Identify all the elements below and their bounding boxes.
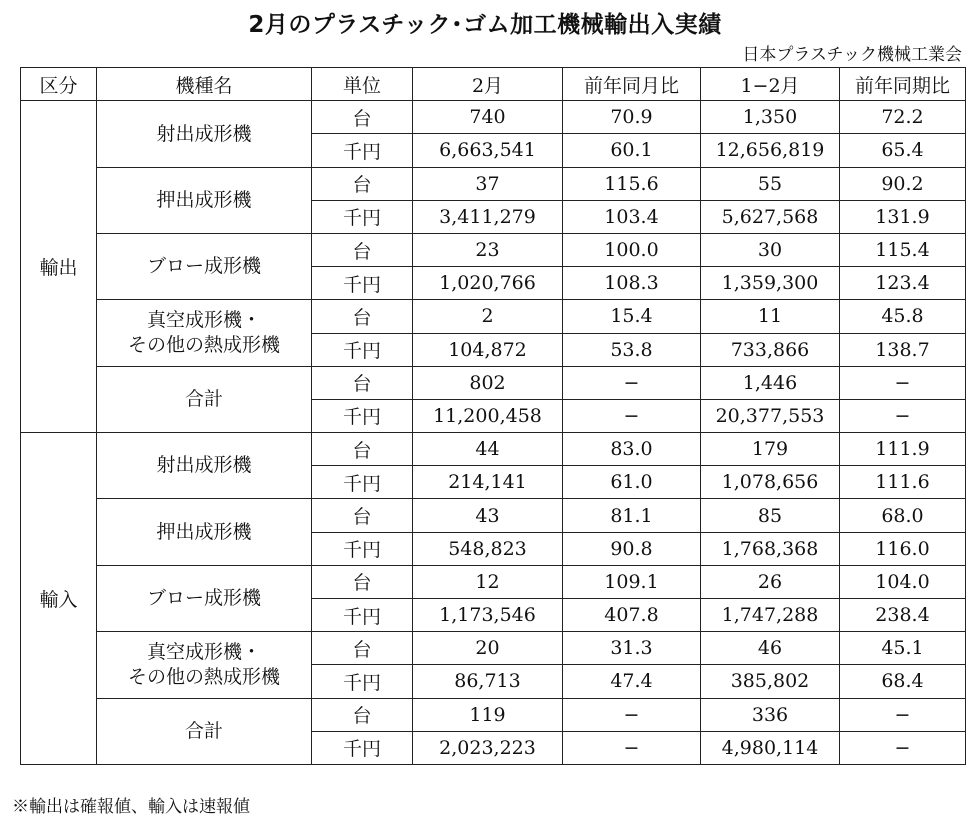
- table-row: [21, 233, 966, 266]
- month-value-cell: 6,663,541: [413, 134, 563, 167]
- period-ratio-cell: −: [840, 399, 966, 432]
- unit-cell: 台: [312, 101, 413, 134]
- unit-cell: 台: [312, 632, 413, 665]
- header-month: 2月: [413, 68, 563, 101]
- unit-cell: 台: [312, 233, 413, 266]
- month-value-cell: 2: [413, 300, 563, 333]
- period-ratio-cell: 111.6: [840, 466, 966, 499]
- unit-cell: 台: [312, 433, 413, 466]
- period-value-cell: 46: [701, 632, 840, 665]
- month-ratio-cell: −: [563, 731, 701, 764]
- machine-name: [97, 233, 312, 299]
- month-ratio-cell: 31.3: [563, 632, 701, 665]
- month-value-cell: 802: [413, 366, 563, 399]
- unit-cell: 台: [312, 366, 413, 399]
- month-ratio-cell: 108.3: [563, 267, 701, 300]
- machine-name: [97, 366, 312, 432]
- table-row: [21, 167, 966, 200]
- period-value-cell: 26: [701, 565, 840, 598]
- month-value-cell: 214,141: [413, 466, 563, 499]
- month-value-cell: 86,713: [413, 665, 563, 698]
- period-ratio-cell: 111.9: [840, 433, 966, 466]
- organization-name: 日本プラスチック機械工業会: [742, 45, 962, 65]
- machine-name-line: 合計: [184, 719, 223, 742]
- machine-name-line: 合計: [184, 388, 223, 411]
- period-ratio-cell: 138.7: [840, 333, 966, 366]
- machine-name-line: 押出成形機: [156, 188, 252, 211]
- period-value-cell: 20,377,553: [701, 399, 840, 432]
- period-ratio-cell: −: [840, 698, 966, 731]
- month-ratio-cell: 47.4: [563, 665, 701, 698]
- machine-name-line: その他の熱成形機: [127, 334, 280, 356]
- machine-name: [97, 300, 312, 366]
- month-ratio-cell: 53.8: [563, 333, 701, 366]
- month-ratio-cell: 90.8: [563, 532, 701, 565]
- period-value-cell: 11: [701, 300, 840, 333]
- month-value-cell: 20: [413, 632, 563, 665]
- period-ratio-cell: −: [840, 366, 966, 399]
- period-value-cell: 12,656,819: [701, 134, 840, 167]
- machine-name-line: ブロー成形機: [146, 587, 261, 610]
- period-ratio-cell: 65.4: [840, 134, 966, 167]
- section-label: 輸出: [21, 101, 97, 433]
- month-value-cell: 1,173,546: [413, 599, 563, 632]
- month-value-cell: 43: [413, 499, 563, 532]
- machine-name-line: ブロー成形機: [146, 255, 261, 278]
- unit-cell: 台: [312, 167, 413, 200]
- unit-cell: 千円: [312, 731, 413, 764]
- month-value-cell: 104,872: [413, 333, 563, 366]
- footnote: ※輸出は確報値、輸入は速報値: [12, 797, 250, 817]
- header-category: 区分: [21, 68, 97, 101]
- period-value-cell: 1,747,288: [701, 599, 840, 632]
- period-ratio-cell: 45.8: [840, 300, 966, 333]
- period-value-cell: 1,359,300: [701, 267, 840, 300]
- month-ratio-cell: −: [563, 399, 701, 432]
- page-title: 2月のプラスチック･ゴム加工機械輸出入実績: [248, 12, 722, 38]
- machine-name-line: 押出成形機: [156, 520, 252, 543]
- unit-cell: 台: [312, 565, 413, 598]
- period-value-cell: 5,627,568: [701, 200, 840, 233]
- table-row: [21, 366, 966, 399]
- month-ratio-cell: 81.1: [563, 499, 701, 532]
- machine-name: [97, 632, 312, 698]
- machine-name-line: 真空成形機・: [146, 309, 261, 332]
- period-ratio-cell: 104.0: [840, 565, 966, 598]
- period-ratio-cell: 68.0: [840, 499, 966, 532]
- period-value-cell: 30: [701, 233, 840, 266]
- month-ratio-cell: 115.6: [563, 167, 701, 200]
- month-ratio-cell: 407.8: [563, 599, 701, 632]
- month-value-cell: 740: [413, 101, 563, 134]
- unit-cell: 台: [312, 499, 413, 532]
- month-ratio-cell: 60.1: [563, 134, 701, 167]
- unit-cell: 台: [312, 300, 413, 333]
- period-value-cell: 336: [701, 698, 840, 731]
- period-ratio-cell: 45.1: [840, 632, 966, 665]
- unit-cell: 千円: [312, 466, 413, 499]
- machine-name: [97, 499, 312, 565]
- header-row: [21, 68, 966, 101]
- unit-cell: 千円: [312, 134, 413, 167]
- period-value-cell: 55: [701, 167, 840, 200]
- machine-name-line: 射出成形機: [156, 454, 252, 477]
- month-ratio-cell: 103.4: [563, 200, 701, 233]
- month-value-cell: 3,411,279: [413, 200, 563, 233]
- period-ratio-cell: 123.4: [840, 267, 966, 300]
- machine-name: [97, 167, 312, 233]
- month-value-cell: 2,023,223: [413, 731, 563, 764]
- month-ratio-cell: −: [563, 698, 701, 731]
- period-value-cell: 385,802: [701, 665, 840, 698]
- month-ratio-cell: −: [563, 366, 701, 399]
- month-value-cell: 1,020,766: [413, 267, 563, 300]
- month-ratio-cell: 61.0: [563, 466, 701, 499]
- section-label: 輸入: [21, 433, 97, 765]
- unit-cell: 千円: [312, 200, 413, 233]
- machine-name: [97, 565, 312, 631]
- unit-cell: 千円: [312, 333, 413, 366]
- trade-table: [20, 67, 966, 765]
- month-ratio-cell: 83.0: [563, 433, 701, 466]
- header-unit: 単位: [312, 68, 413, 101]
- table-row: [21, 499, 966, 532]
- period-value-cell: 1,350: [701, 101, 840, 134]
- table-row: [21, 632, 966, 665]
- month-value-cell: 37: [413, 167, 563, 200]
- machine-name-line: 真空成形機・: [146, 641, 261, 664]
- period-value-cell: 1,078,656: [701, 466, 840, 499]
- unit-cell: 千円: [312, 399, 413, 432]
- header-period: 1−2月: [701, 68, 840, 101]
- header-machine: 機種名: [97, 68, 312, 101]
- period-ratio-cell: 72.2: [840, 101, 966, 134]
- unit-cell: 千円: [312, 665, 413, 698]
- period-value-cell: 4,980,114: [701, 731, 840, 764]
- period-ratio-cell: −: [840, 731, 966, 764]
- period-ratio-cell: 90.2: [840, 167, 966, 200]
- table-row: [21, 565, 966, 598]
- month-value-cell: 23: [413, 233, 563, 266]
- period-value-cell: 179: [701, 433, 840, 466]
- month-ratio-cell: 15.4: [563, 300, 701, 333]
- period-value-cell: 733,866: [701, 333, 840, 366]
- machine-name: [97, 101, 312, 167]
- period-value-cell: 85: [701, 499, 840, 532]
- period-value-cell: 1,768,368: [701, 532, 840, 565]
- table-row: [21, 300, 966, 333]
- month-ratio-cell: 100.0: [563, 233, 701, 266]
- month-ratio-cell: 109.1: [563, 565, 701, 598]
- period-value-cell: 1,446: [701, 366, 840, 399]
- period-ratio-cell: 116.0: [840, 532, 966, 565]
- month-value-cell: 44: [413, 433, 563, 466]
- unit-cell: 千円: [312, 599, 413, 632]
- table-row: [21, 433, 966, 466]
- month-ratio-cell: 70.9: [563, 101, 701, 134]
- header-period-ratio: 前年同期比: [840, 68, 966, 101]
- month-value-cell: 12: [413, 565, 563, 598]
- machine-name: [97, 698, 312, 764]
- unit-cell: 千円: [312, 267, 413, 300]
- month-value-cell: 11,200,458: [413, 399, 563, 432]
- period-ratio-cell: 68.4: [840, 665, 966, 698]
- machine-name-line: 射出成形機: [156, 122, 252, 145]
- machine-name: [97, 433, 312, 499]
- unit-cell: 千円: [312, 532, 413, 565]
- month-value-cell: 548,823: [413, 532, 563, 565]
- table-row: [21, 101, 966, 134]
- month-value-cell: 119: [413, 698, 563, 731]
- table-row: [21, 698, 966, 731]
- machine-name-line: その他の熱成形機: [127, 665, 280, 688]
- header-month-ratio: 前年同月比: [563, 68, 701, 101]
- unit-cell: 台: [312, 698, 413, 731]
- period-ratio-cell: 238.4: [840, 599, 966, 632]
- period-ratio-cell: 131.9: [840, 200, 966, 233]
- period-ratio-cell: 115.4: [840, 233, 966, 266]
